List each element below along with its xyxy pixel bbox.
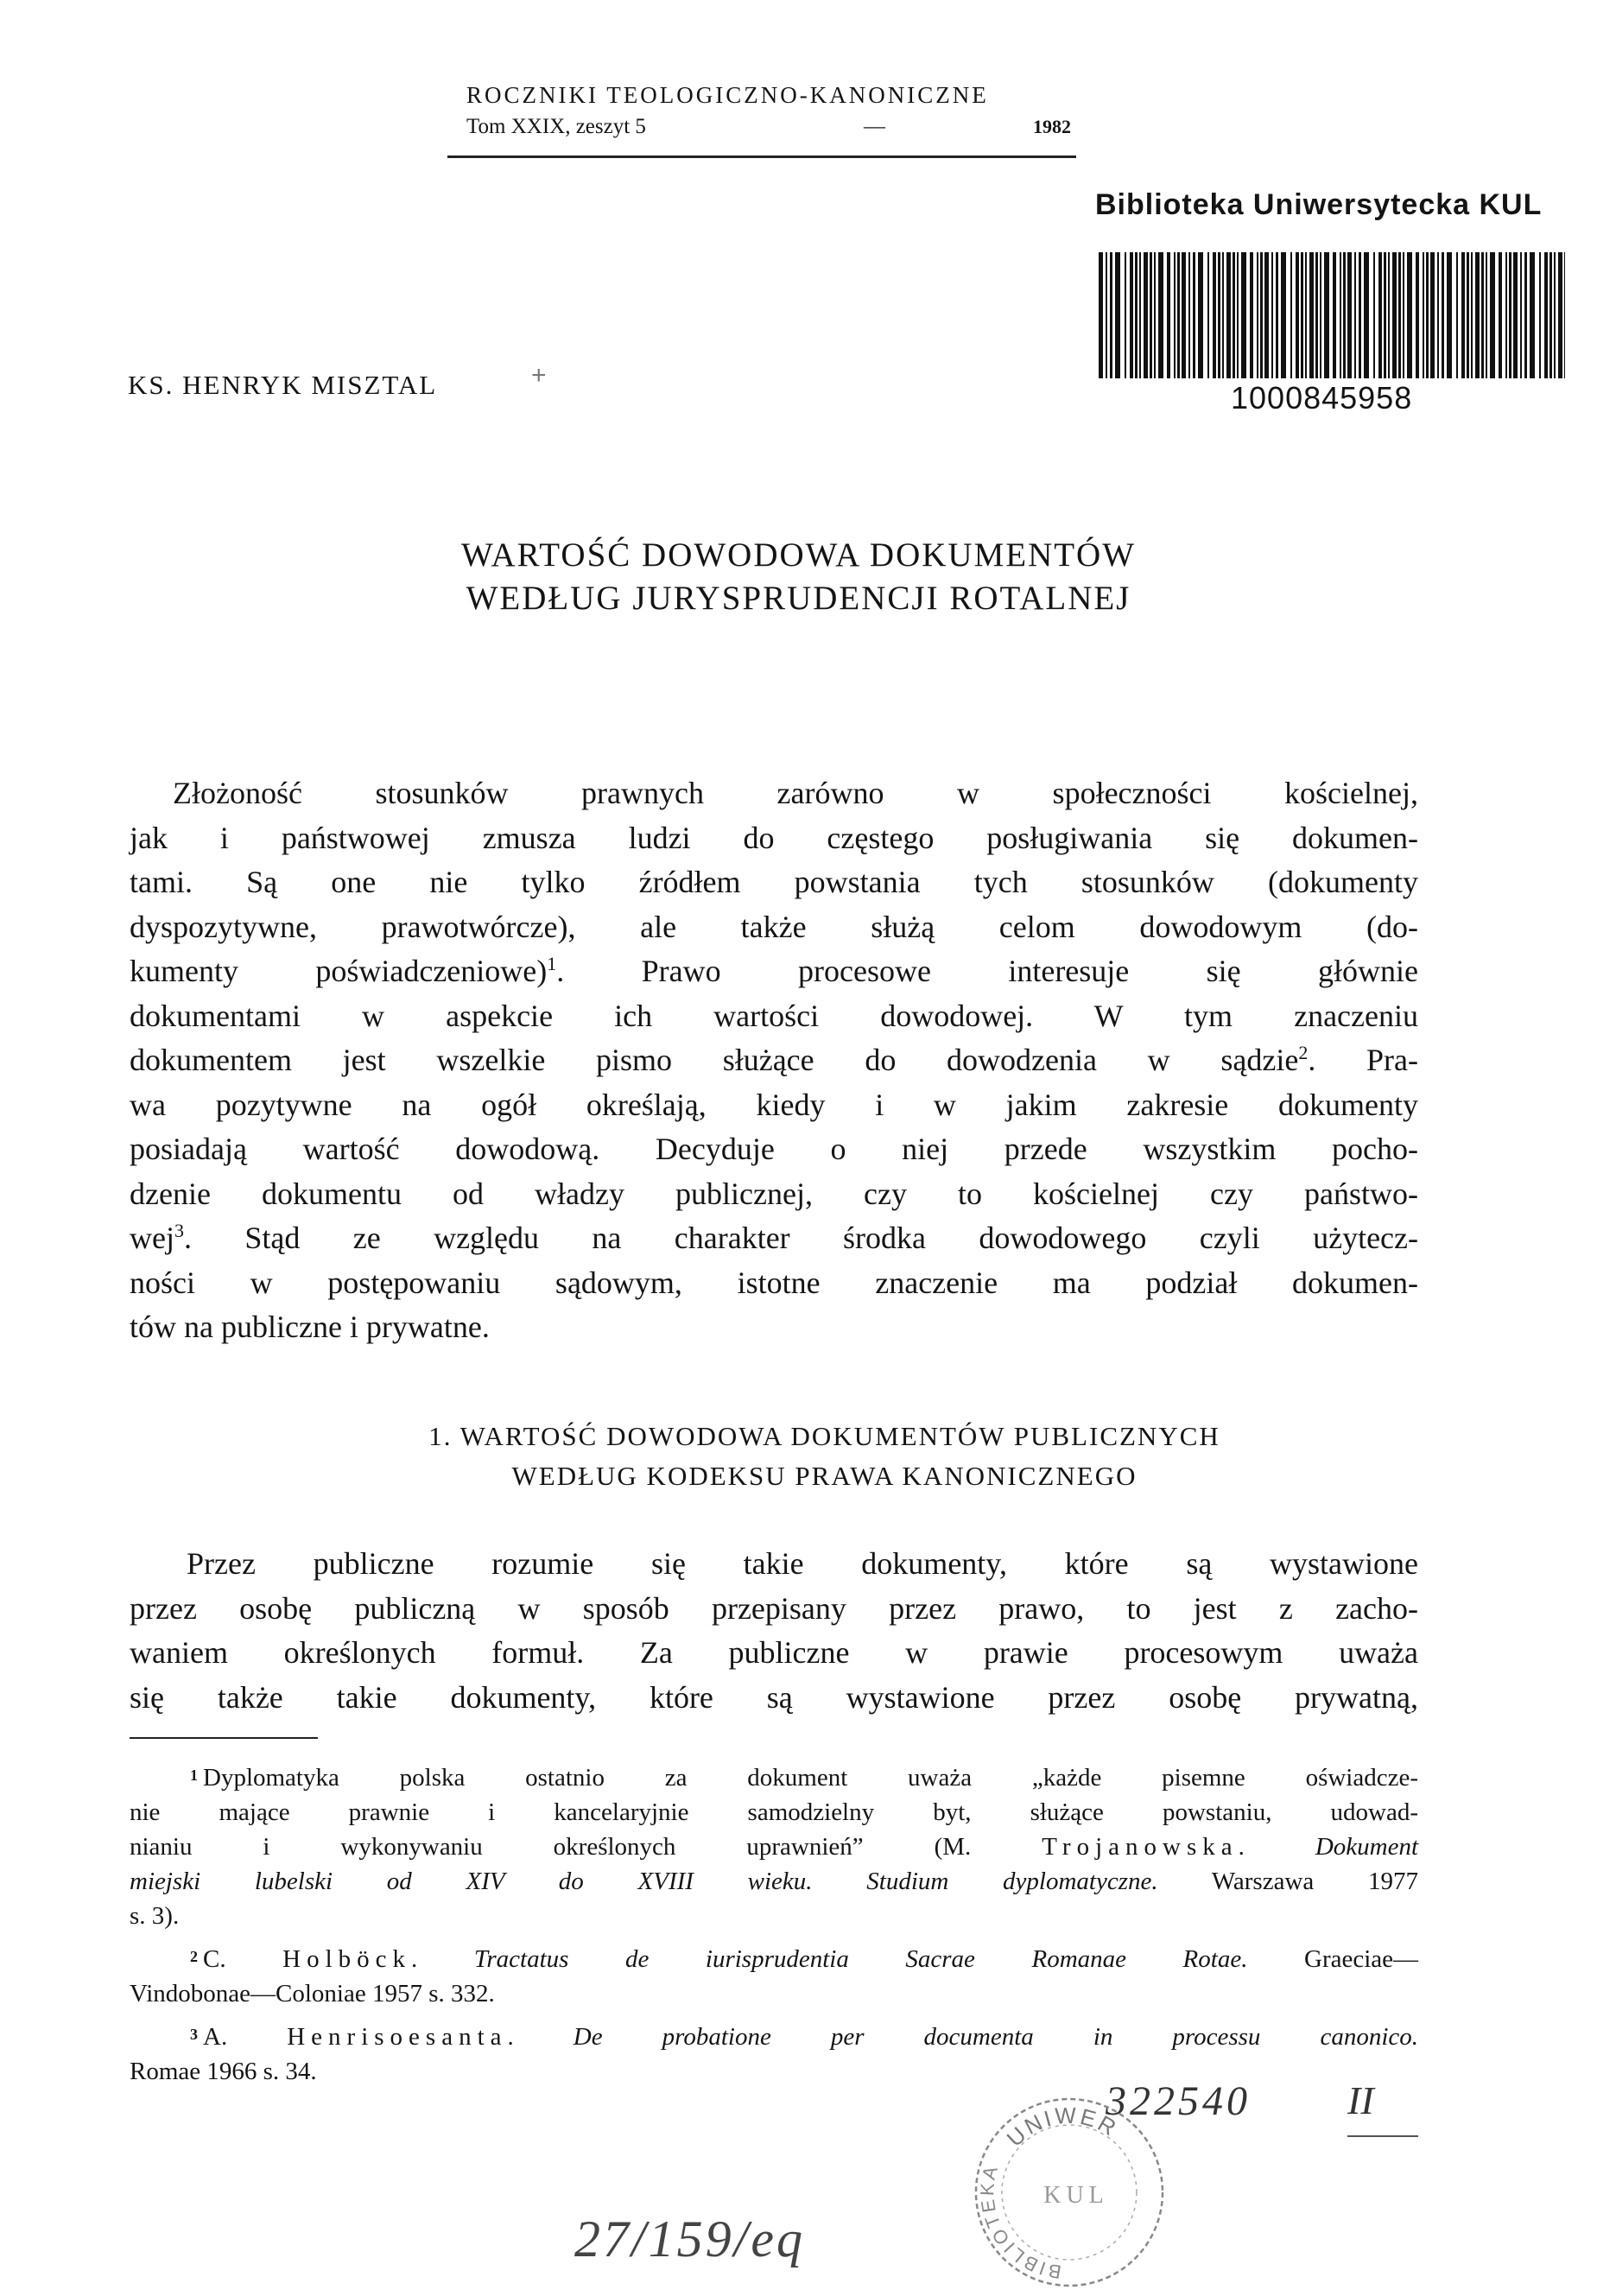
barcode-bar [1106, 252, 1107, 378]
barcode-bar [1226, 252, 1231, 378]
barcode-bar [1384, 252, 1386, 378]
barcode-bar [1271, 252, 1273, 378]
text-line: wej$^3$. Stąd ze względu na charakter środka dowodowego czyli użytecz- [130, 1220, 1418, 1255]
handwritten-shelf-mark: 27/159/eq [574, 2210, 805, 2267]
barcode-bar [1359, 252, 1361, 378]
barcode-bar [1539, 252, 1541, 378]
barcode-bar [1558, 252, 1562, 378]
barcode-bar [1309, 252, 1314, 378]
barcode-bar [1182, 252, 1186, 378]
text-line: $^3$ A. Henrisoesanta. De probatione per documenta in processu canonico. [190, 2023, 1419, 2051]
barcode-bar [1158, 252, 1163, 378]
barcode-bar [1264, 252, 1269, 378]
text-line: wa pozytywne na ogół określają, kiedy i w jakim zakresie dokumenty [130, 1087, 1418, 1122]
barcode-bar [1320, 252, 1321, 378]
barcode-bar [1188, 252, 1190, 378]
barcode-bar [1442, 252, 1444, 378]
svg-text:UNIWER [1002, 2103, 1123, 2152]
barcode-bar [1324, 252, 1329, 378]
text-line: posiadają wartość dowodową. Decyduje o niej przede wszystkim pocho- [130, 1132, 1418, 1166]
intro-paragraph [130, 771, 1418, 1350]
barcode-bar [1167, 252, 1170, 378]
barcode-bar [1343, 252, 1346, 378]
barcode-bar [1213, 252, 1216, 378]
barcode-bar [1486, 252, 1487, 378]
footnote-mark: 2 [190, 1948, 198, 1965]
barcode-bar [1290, 252, 1292, 378]
barcode-bar [1276, 252, 1278, 378]
journal-volume: Tom XXIX, zeszyt 5 [466, 115, 646, 138]
footnote-1 [130, 1758, 1418, 1933]
barcode-number: 1000845958 [1231, 380, 1413, 415]
barcode-bar [1437, 252, 1439, 378]
journal-name: ROCZNIKI TEOLOGICZNO-KANONICZNE [466, 82, 989, 108]
footnote-ref-1[interactable]: 1 [547, 953, 557, 974]
barcode-bar [1130, 252, 1133, 378]
barcode-bar [1099, 252, 1103, 378]
footnote-mark: 1 [190, 1766, 198, 1784]
barcode-bar [1554, 252, 1556, 378]
footnote-mark: 3 [190, 2026, 198, 2043]
author-name: KS. HENRYK MISZTAL [128, 370, 438, 400]
stamp-top-text: UNIWER [1001, 2102, 1123, 2152]
text-line: Złożoność stosunków prawnych zarówno w społeczności kościelnej, [173, 776, 1418, 810]
text-line: tami. Są one nie tylko źródłem powstania tych stosunków (dokumenty [130, 865, 1418, 899]
text-line: s. 3). [130, 1902, 180, 1930]
barcode-bar [1150, 252, 1152, 378]
barcode-bar [1364, 252, 1369, 378]
barcode-bar [1471, 252, 1473, 378]
barcode-bar [1177, 252, 1180, 378]
text-line: nianiu i wykonywaniu określonych uprawnień” (M. Trojanowska. Dokument [130, 1833, 1419, 1861]
barcode-bar [1340, 252, 1341, 378]
barcode-bar [1499, 252, 1502, 378]
barcode-bar [1423, 252, 1424, 378]
header-rule [447, 155, 1076, 158]
text-line: dyspozytywne, prawotwórcze), ale także służą celom dowodowym (do- [130, 909, 1418, 944]
barcode-bar [1198, 252, 1203, 378]
barcode-bar [1305, 252, 1307, 378]
barcode-bar [1250, 252, 1253, 378]
barcode-bar [1207, 252, 1209, 378]
barcode-bar [1509, 252, 1511, 378]
library-name: Biblioteka Uniwersytecka KUL [1095, 188, 1543, 221]
article-title [0, 534, 1597, 620]
barcode-bar [1513, 252, 1518, 378]
barcode-bar [1144, 252, 1148, 378]
barcode-bar [1388, 252, 1390, 378]
barcode-bar [1237, 252, 1239, 378]
barcode-bar [1354, 252, 1356, 378]
barcode-bar [1296, 252, 1299, 378]
footnote-rule [130, 1737, 318, 1739]
barcode-bar [1520, 252, 1522, 378]
handwritten-underline [1347, 2135, 1418, 2137]
barcode-bar [1115, 252, 1120, 378]
barcode-bar [1398, 252, 1401, 378]
section-heading-line-2: WEDŁUG KODEKSU PRAWA KANONICZNEGO [511, 1461, 1138, 1491]
text-line: ności w postępowaniu sądowym, istotne znaczenie ma podział dokumen- [130, 1265, 1418, 1300]
barcode-bar [1301, 252, 1303, 378]
barcode-bar [1218, 252, 1220, 378]
barcode-bar [1233, 252, 1235, 378]
barcode-bar [1461, 252, 1465, 378]
barcode-bar [1403, 252, 1404, 378]
barcode-bar [1426, 252, 1429, 378]
text-line: dokumentem jest wszelkie pismo służące do dowodzenia w sądzie$^2$. Pra- [130, 1042, 1418, 1077]
stamp-center-text: KUL [1043, 2182, 1109, 2209]
barcode-bar [1530, 252, 1535, 378]
author-mark: + [531, 361, 547, 390]
library-stamp-icon [966, 2089, 1173, 2296]
barcode-bar [1373, 252, 1375, 378]
section-paragraph [130, 1542, 1418, 1720]
journal-volume-line [466, 112, 1071, 142]
barcode-bar [1241, 252, 1246, 378]
barcode-bar [1416, 252, 1419, 378]
barcode-bar [1174, 252, 1176, 378]
section-heading [0, 1417, 1597, 1496]
text-line: Vindobonae—Coloniae 1957 s. 332. [130, 1980, 495, 2007]
barcode-bar [1125, 252, 1126, 378]
text-line: dzenie dokumentu od władzy publicznej, czy to kościelnej czy państwo- [130, 1176, 1418, 1211]
text-line: waniem określonych formuł. Za publiczne w prawie procesowym uważa [130, 1635, 1418, 1670]
barcode-bar [1544, 252, 1548, 378]
text-line: dokumentami w aspekcie ich wartości dowodowej. W tym znaczeniu [130, 998, 1418, 1033]
barcode-bar [1135, 252, 1138, 378]
barcode-bar [1110, 252, 1112, 378]
text-line: miejski lubelski od XIV do XVIII wieku. Studium dyplomatyczne. Warszawa 1977 [130, 1868, 1418, 1895]
text-line: przez osobę publiczną w sposób przepisany przez prawo, to jest z zacho- [130, 1590, 1418, 1626]
journal-dash: — [864, 115, 885, 138]
barcode-bar [1564, 252, 1565, 378]
barcode-bar [1260, 252, 1263, 378]
barcode-bar [1524, 252, 1527, 378]
barcode-bar [1139, 252, 1141, 378]
barcode-bar [1430, 252, 1435, 378]
barcode-bar [1257, 252, 1258, 378]
title-line-2: WEDŁUG JURYSPRUDENCJI ROTALNEJ [466, 580, 1131, 617]
barcode-bar [1407, 252, 1412, 378]
barcode-bar [1549, 252, 1552, 378]
barcode-bar [1481, 252, 1484, 378]
text-line: $^1$ Dyplomatyka polska ostatnio za dokument uważa „każde pisemne oświadcze- [190, 1764, 1418, 1792]
text-line: jak i państwowej zmusza ludzi do częstego posługiwania się dokumen- [130, 820, 1418, 855]
footnote-ref-2[interactable]: 2 [1298, 1042, 1309, 1063]
title-line-1: WARTOŚĆ DOWODOWA DOKUMENTÓW [460, 536, 1137, 574]
barcode-bar [1456, 252, 1458, 378]
handwritten-roman-numeral: II [1347, 2078, 1374, 2122]
journal-year: 1982 [1033, 116, 1071, 137]
barcode-bar [1392, 252, 1397, 378]
svg-text:BIBLIOTEKA [976, 2161, 1062, 2283]
text-line: $^2$ C. Holböck. Tractatus de iurisprudentia Sacrae Romanae Rotae. Graeciae— [190, 1945, 1419, 1973]
barcode-bar [1467, 252, 1469, 378]
section-heading-line-1: 1. WARTOŚĆ DOWODOWA DOKUMENTÓW PUBLICZNYCH [428, 1421, 1220, 1451]
handwritten-accession-number: 322540 [1106, 2078, 1251, 2124]
text-line: kumenty poświadczeniowe)$^1$. Prawo procesowe interesuje się głównie [130, 953, 1419, 988]
barcode-bar [1347, 252, 1352, 378]
text-line: nie mające prawnie i kancelaryjnie samodzielny byt, służące powstaniu, udowad- [130, 1798, 1418, 1826]
text-line: tów na publiczne i prywatne. [130, 1310, 490, 1344]
barcode-bar [1222, 252, 1224, 378]
barcode-bar [1315, 252, 1318, 378]
barcode-bar [1475, 252, 1480, 378]
text-line: się także takie dokumenty, które są wystawione przez osobę prywatną, [130, 1679, 1418, 1715]
barcode-bar [1154, 252, 1156, 378]
barcode-icon [1099, 252, 1565, 378]
barcode-bar [1333, 252, 1336, 378]
barcode-bar [1505, 252, 1507, 378]
barcode-bar [1378, 252, 1382, 378]
barcode-bar [1193, 252, 1195, 378]
stamp-side-text: BIBLIOTEKA [976, 2161, 1063, 2283]
barcode-bar [1281, 252, 1286, 378]
barcode-bar [1490, 252, 1495, 378]
footnote-ref-3[interactable]: 3 [174, 1220, 184, 1241]
text-line: Przez publiczne rozumie się takie dokumenty, które są wystawione [187, 1546, 1418, 1581]
footnote-2 [130, 1939, 1418, 2011]
barcode-bar [1447, 252, 1452, 378]
text-line: Romae 1966 s. 34. [130, 2058, 317, 2085]
